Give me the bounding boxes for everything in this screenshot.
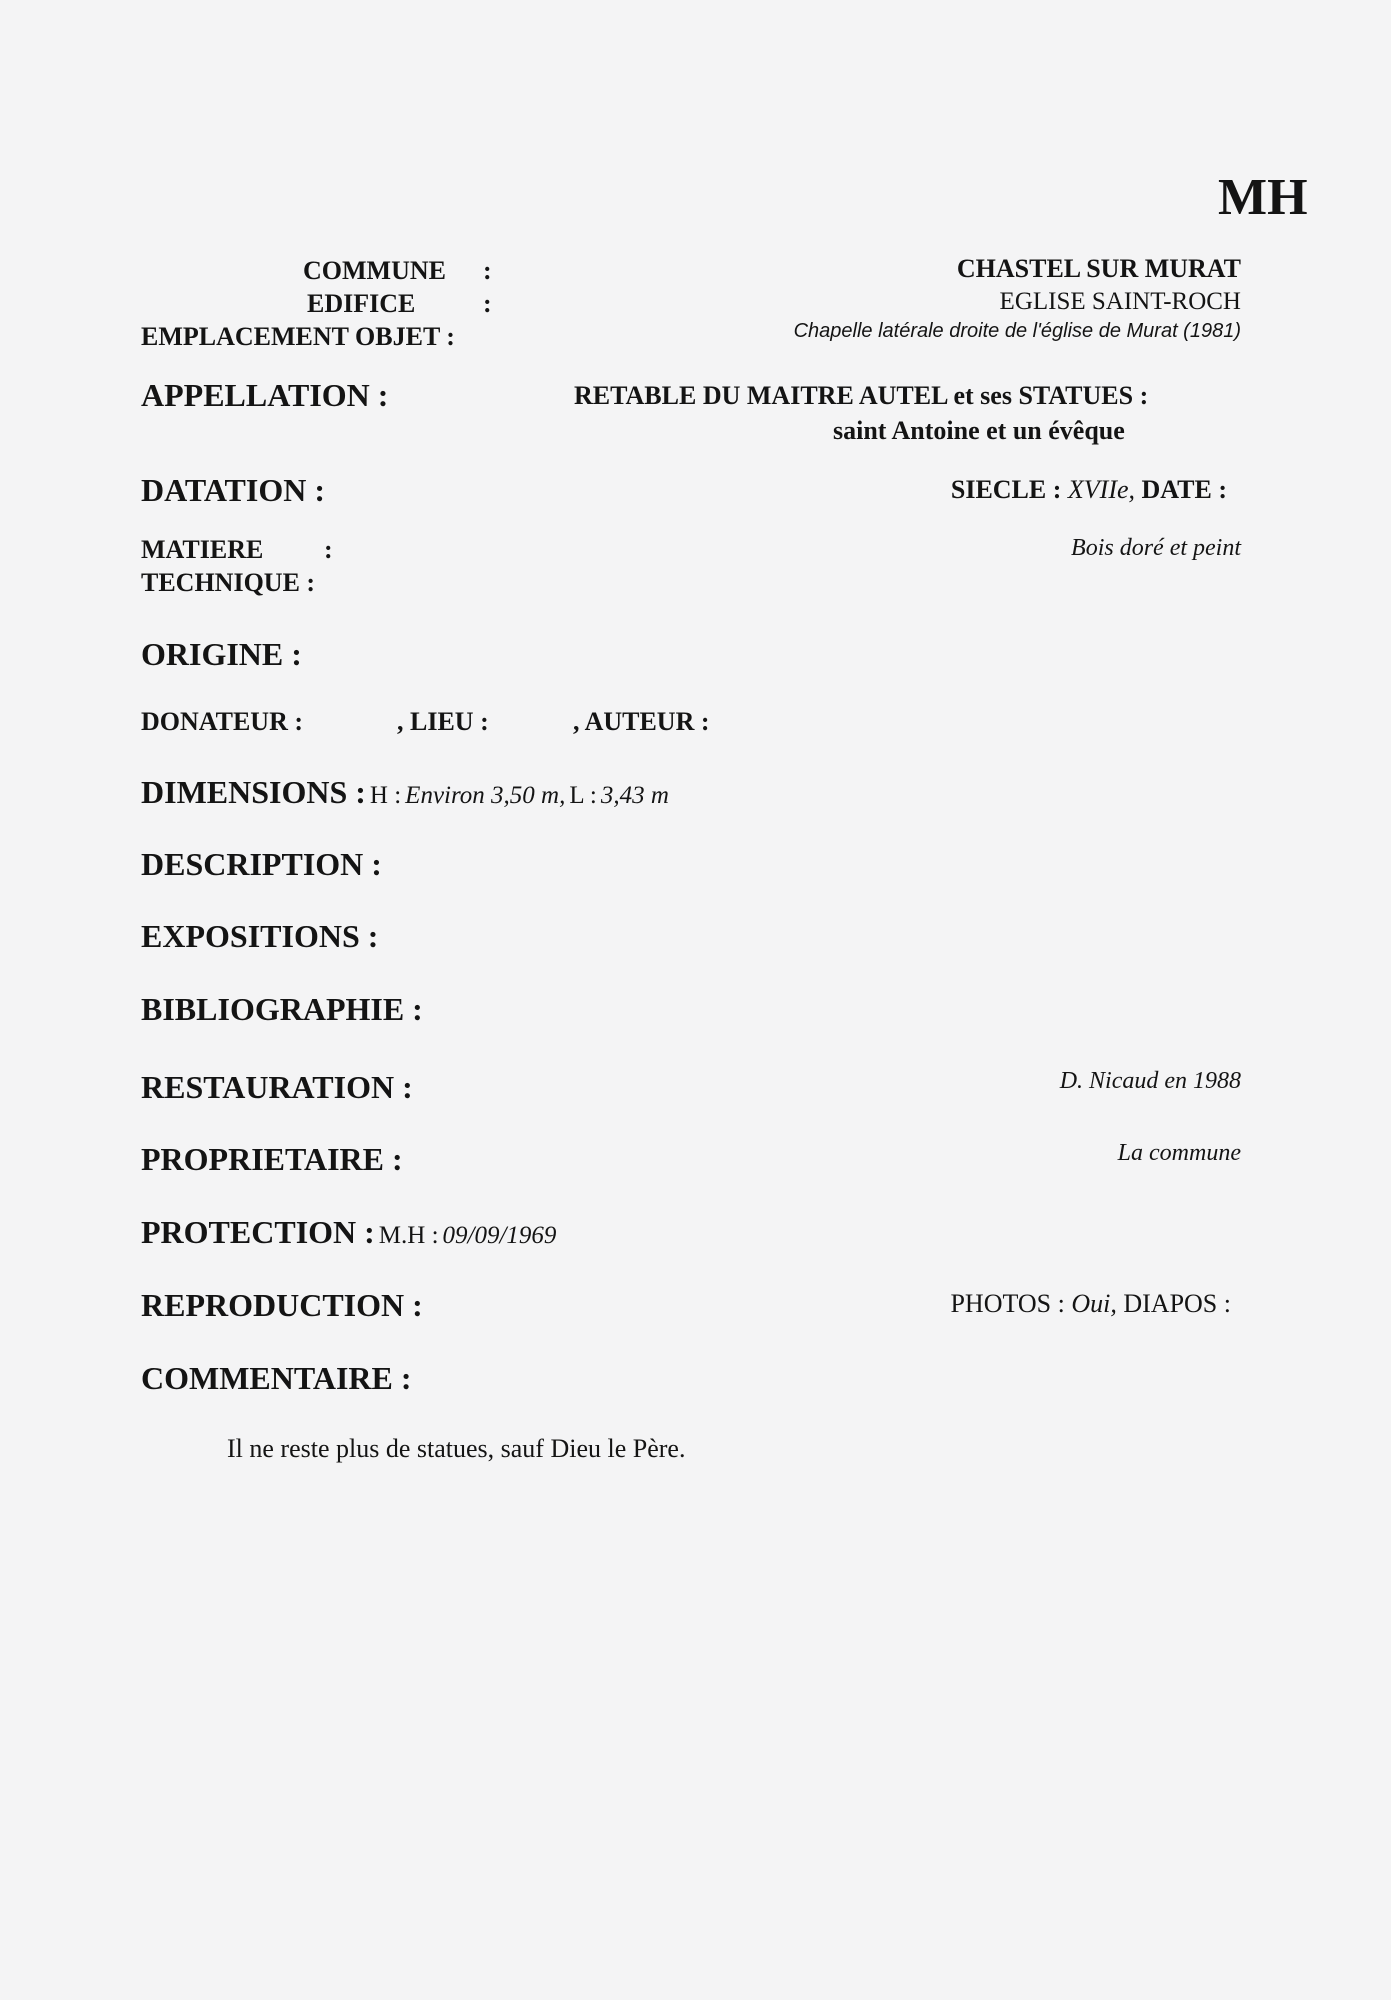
dimensions-label: DIMENSIONS : — [141, 774, 366, 810]
description-label: DESCRIPTION : — [141, 846, 382, 882]
matiere-colon: : — [324, 535, 333, 564]
dimensions-l-label: L : — [569, 782, 597, 809]
edifice-value: EGLISE SAINT-ROCH — [999, 288, 1241, 315]
proprietaire-value: La commune — [1117, 1140, 1241, 1166]
commentaire-text: Il ne reste plus de statues, sauf Dieu le Père. — [227, 1434, 686, 1463]
commentaire-label: COMMENTAIRE : — [141, 1360, 412, 1396]
lieu-label: , LIEU : — [397, 707, 489, 736]
appellation-label: APPELLATION : — [141, 377, 389, 413]
protection-row — [141, 1214, 556, 1251]
edifice-label: EDIFICE — [307, 289, 416, 318]
diapos-label: DIAPOS : — [1123, 1289, 1231, 1318]
datation-label: DATATION : — [141, 472, 325, 508]
emplacement-label: EMPLACEMENT OBJET : — [141, 322, 455, 351]
dimensions-h-value: Environ 3,50 m, — [405, 782, 566, 809]
matiere-value: Bois doré et peint — [1071, 535, 1241, 561]
commune-value: CHASTEL SUR MURAT — [956, 254, 1241, 283]
reproduction-value — [950, 1289, 1231, 1319]
photos-label: PHOTOS : — [950, 1289, 1065, 1318]
commune-label: COMMUNE — [303, 256, 446, 285]
protection-label: PROTECTION : — [141, 1214, 375, 1250]
restauration-value: D. Nicaud en 1988 — [1059, 1068, 1241, 1094]
mh-mark: MH — [1218, 169, 1308, 226]
matiere-label: MATIERE — [141, 535, 264, 564]
donateur-label: DONATEUR : — [141, 707, 304, 736]
protection-mh-value: 09/09/1969 — [442, 1222, 557, 1249]
date-label: DATE : — [1141, 475, 1227, 504]
protection-mh-label: M.H : — [378, 1222, 439, 1249]
bibliographie-label: BIBLIOGRAPHIE : — [141, 991, 423, 1027]
technique-label: TECHNIQUE : — [141, 568, 316, 597]
dimensions-h-label: H : — [369, 782, 402, 809]
siecle-label: SIECLE : — [950, 475, 1062, 504]
datation-value — [951, 475, 1227, 505]
appellation-value-line2: saint Antoine et un évêque — [833, 416, 1125, 445]
siecle-value: XVIIe, — [1067, 475, 1136, 504]
reproduction-label: REPRODUCTION : — [141, 1287, 423, 1323]
dimensions-row — [141, 774, 669, 811]
dimensions-l-value: 3,43 m — [600, 782, 669, 809]
restauration-label: RESTAURATION : — [141, 1069, 413, 1105]
commune-colon: : — [483, 256, 492, 285]
emplacement-value: Chapelle latérale droite de l'église de Murat (1981) — [793, 320, 1241, 342]
auteur-label: , AUTEUR : — [573, 707, 710, 736]
proprietaire-label: PROPRIETAIRE : — [141, 1141, 403, 1177]
origine-label: ORIGINE : — [141, 636, 302, 672]
appellation-value-line1: RETABLE DU MAITRE AUTEL et ses STATUES : — [574, 381, 1149, 410]
photos-value: Oui, — [1071, 1289, 1117, 1318]
expositions-label: EXPOSITIONS : — [141, 918, 379, 954]
edifice-colon: : — [483, 289, 492, 318]
